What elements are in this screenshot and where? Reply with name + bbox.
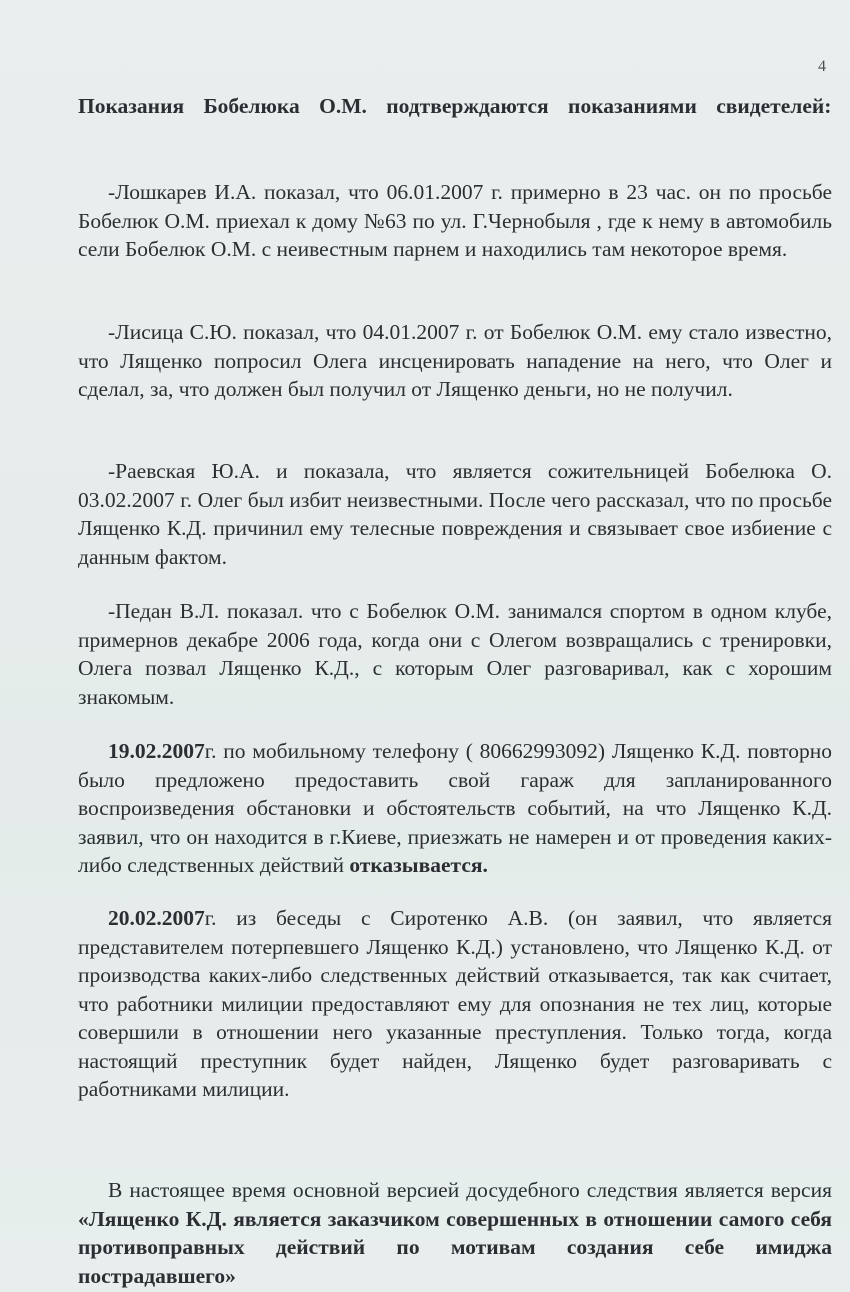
witness-paragraph-4: -Педан В.Л. показал. что с Бобелюк О.М. занимался спортом в одном клубе, примернов декабре 2006 года, когда они с Олегом возвращались с тренировки, Олега позвал Лященко К.Д., с которым Олег разговаривал, как с хорошим знакомым.: [78, 599, 832, 709]
section-heading: Показания Бобелюка О.М. подтверждаются показаниями свидетелей:: [78, 94, 832, 118]
entry-bold-end: отказывается.: [349, 853, 488, 877]
entry-text: г. из беседы с Сиротенко А.В. (он заявил, что является представителем потерпевшего Лященко К.Д.) установлено, что Лященко К.Д. от производства каких-либо следственных действий отказывается, так как считает, что работники милиции предоставляют ему для опознания не тех лиц, которые совершили в отношении него указанные преступления. Только тогда, когда настоящий преступник будет найден, Лященко будет разговаривать с работниками милиции.: [78, 906, 832, 1101]
entry-date: 20.02.2007: [108, 906, 205, 930]
entry-19-02-2007: [78, 737, 832, 880]
witness-paragraph-1: -Лошкарев И.А. показал, что 06.01.2007 г. примерно в 23 час. он по просьбе Бобелюк О.М. приехал к дому №63 по ул. Г.Чернобыля , где к нему в автомобиль сели Бобелюк О.М. с неивестным парнем и находились там некоторое время.: [78, 180, 832, 261]
conclusion-paragraph: [78, 1176, 832, 1290]
entry-date: 19.02.2007: [108, 739, 205, 763]
conclusion-version: «Лященко К.Д. является заказчиком совершенных в отношении самого себя противоправных действий по мотивам создания себе имиджа пострадавшего»: [78, 1206, 832, 1288]
entry-text: г. по мобильному телефону ( 80662993092) Лященко К.Д. повторно было предложено предоставить свой гараж для запланированного воспроизведения обстановки и обстоятельств событий, на что Лященко К.Д. заявил, что он находится в г.Киеве, приезжать не намерен и от проведения каких- либо следственных действий: [78, 739, 832, 877]
conclusion-text: В настоящее время основной версией досудебного следствия является версия: [108, 1178, 832, 1202]
witness-paragraph-3: -Раевская Ю.А. и показала, что является сожительницей Бобелюка О. 03.02.2007 г. Олег был избит неизвестными. После чего рассказал, что по просьбе Лященко К.Д. причинил ему телесные повреждения и связывает свое избиение с данным фактом.: [78, 459, 832, 569]
page-number: 4: [818, 58, 826, 75]
entry-20-02-2007: [78, 904, 832, 1104]
witness-paragraph-2: -Лисица С.Ю. показал, что 04.01.2007 г. от Бобелюк О.М. ему стало известно, что Лященко попросил Олега инсценировать нападение на него, что Олег и сделал, за, что должен был получил от Лященко деньги, но не получил.: [78, 320, 832, 401]
